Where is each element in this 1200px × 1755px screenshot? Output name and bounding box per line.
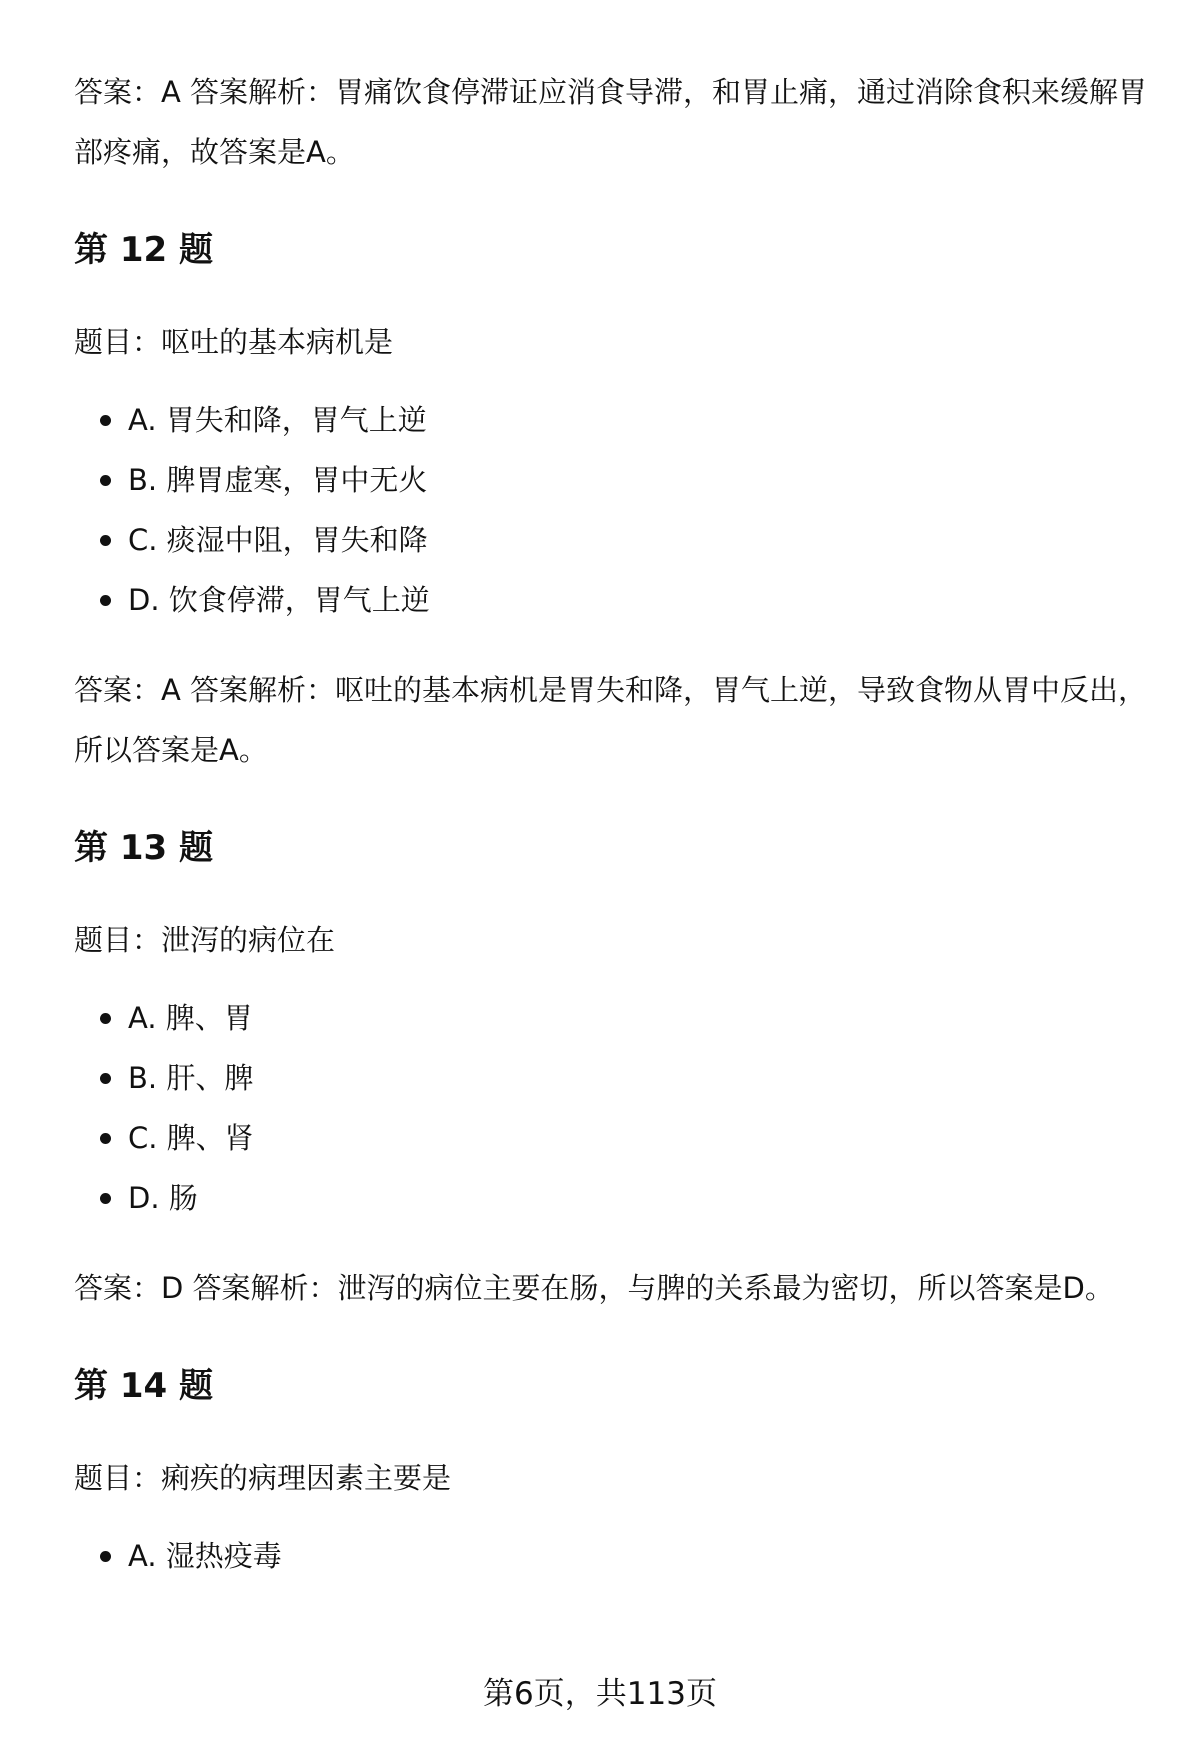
option-item: [74, 1534, 1154, 1594]
option-item: [74, 996, 1154, 1056]
bullet-dot: [100, 535, 111, 546]
question-13-options: [74, 996, 1154, 1236]
question-13: [74, 826, 1154, 1318]
bullet-dot: [100, 1551, 111, 1562]
question-12-options: [74, 398, 1154, 638]
option-text: A. 湿热疫毒: [128, 1539, 282, 1573]
option-text: C. 痰湿中阻，胃失和降: [128, 523, 428, 557]
question-13-heading: 第 13 题: [74, 828, 213, 868]
option-item: [74, 1056, 1154, 1116]
page-content: [74, 62, 1154, 1616]
question-12: [74, 228, 1154, 780]
option-text: D. 饮食停滞，胃气上逆: [128, 583, 430, 617]
bullet-dot: [100, 1133, 111, 1144]
option-item: [74, 1176, 1154, 1236]
bullet-dot: [100, 475, 111, 486]
option-text: C. 脾、肾: [128, 1121, 254, 1155]
bullet-dot: [100, 595, 111, 606]
bullet-dot: [100, 415, 111, 426]
question-13-answer: 答案：D 答案解析：泄泻的病位主要在肠，与脾的关系最为密切，所以答案是D。: [74, 1271, 1114, 1305]
question-13-prompt: 题目：泄泻的病位在: [74, 923, 336, 957]
option-item: [74, 578, 1154, 638]
question-12-answer: 答案：A 答案解析：呕吐的基本病机是胃失和降，胃气上逆，导致食物从胃中反出，所以答案是A。: [74, 673, 1148, 767]
bullet-dot: [100, 1013, 111, 1024]
question-12-heading: 第 12 题: [74, 230, 213, 270]
option-text: A. 脾、胃: [128, 1001, 253, 1035]
bullet-dot: [100, 1193, 111, 1204]
option-text: D. 肠: [128, 1181, 198, 1215]
option-text: A. 胃失和降，胃气上逆: [128, 403, 427, 437]
question-14-prompt: 题目：痢疾的病理因素主要是: [74, 1461, 452, 1495]
page-number-footer: 第6页，共113页: [483, 1676, 717, 1712]
option-item: [74, 398, 1154, 458]
option-text: B. 脾胃虚寒，胃中无火: [128, 463, 428, 497]
option-item: [74, 518, 1154, 578]
question-14-options: [74, 1534, 1154, 1594]
option-item: [74, 1116, 1154, 1176]
question-14-heading: 第 14 题: [74, 1366, 213, 1406]
option-item: [74, 458, 1154, 518]
option-text: B. 肝、脾: [128, 1061, 254, 1095]
question-12-prompt: 题目：呕吐的基本病机是: [74, 325, 394, 359]
q11-answer-explanation: 答案：A 答案解析：胃痛饮食停滞证应消食导滞，和胃止痛，通过消除食积来缓解胃部疼痛，故答案是A。: [74, 75, 1148, 169]
question-14: [74, 1364, 1154, 1594]
bullet-dot: [100, 1073, 111, 1084]
